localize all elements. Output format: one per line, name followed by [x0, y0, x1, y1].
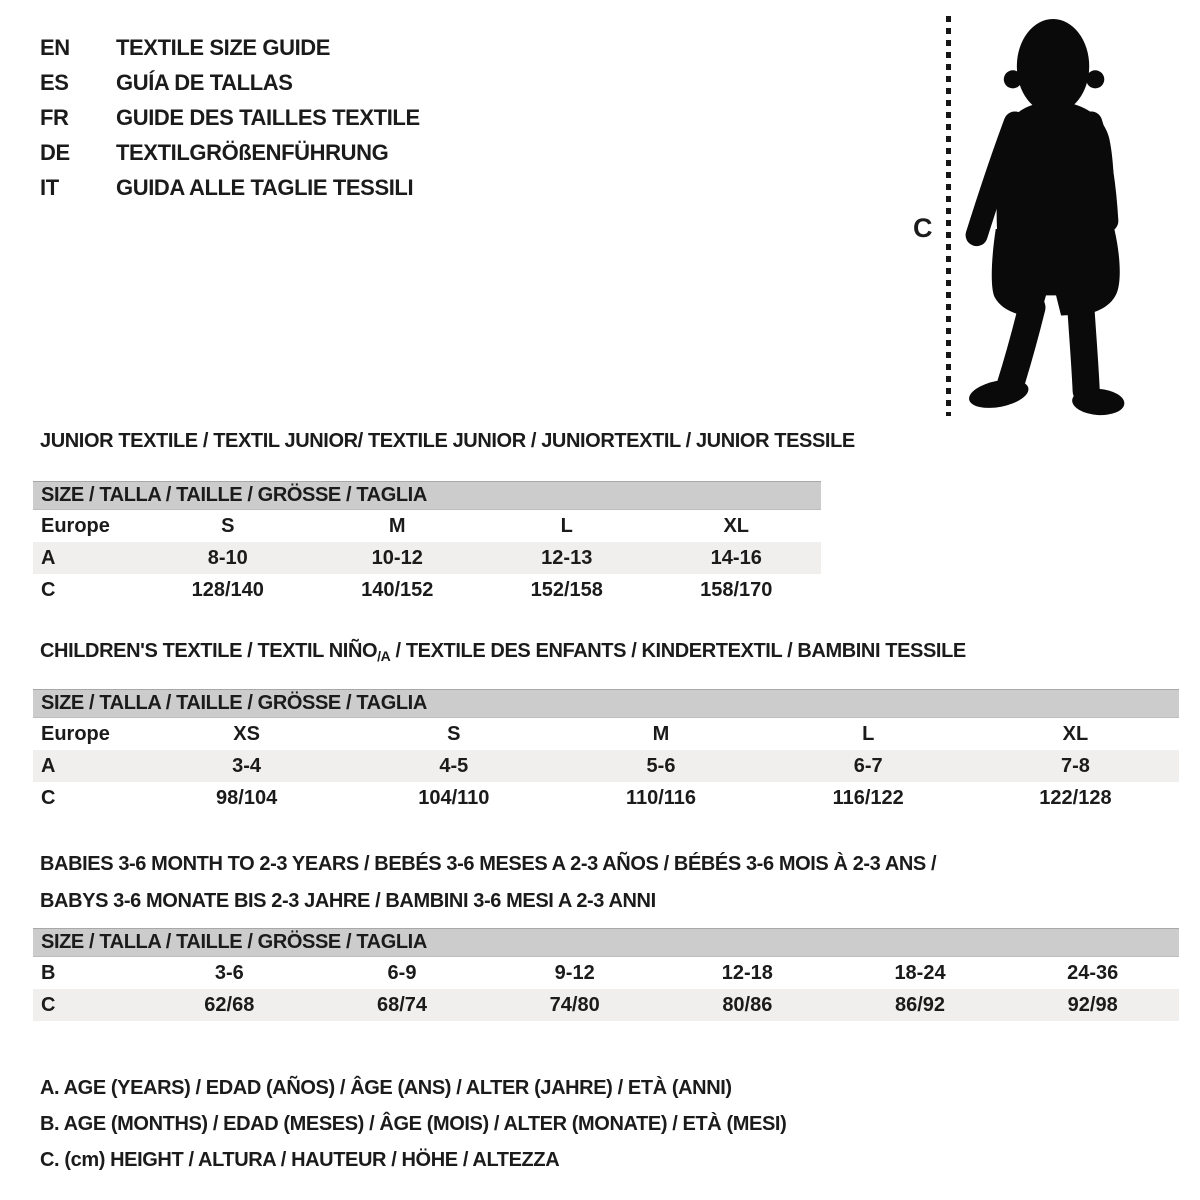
height-cell: 110/116	[625, 786, 697, 809]
size-cell: S	[221, 514, 235, 537]
row-label: B	[41, 961, 56, 984]
height-cell: 122/128	[1039, 786, 1112, 809]
guide-title-it: GUIDA ALLE TAGLIE TESSILI	[116, 174, 414, 200]
age-cell: 6-7	[853, 754, 883, 777]
children-size-table	[33, 689, 1179, 814]
table-row-months	[33, 957, 1179, 989]
height-dashed-line	[946, 16, 951, 416]
lang-code: FR	[40, 104, 69, 130]
lang-row-fr	[40, 100, 420, 135]
size-cell: XL	[723, 514, 750, 537]
table-row-height	[33, 782, 1179, 814]
lang-row-de	[40, 135, 420, 170]
age-cell: 7-8	[1060, 754, 1090, 777]
babies-title-line1: BABIES 3-6 MONTH TO 2-3 YEARS / BEBÉS 3-6 MESES A 2-3 AÑOS / BÉBÉS 3-6 MOIS À 2-3 ANS /	[40, 853, 937, 875]
toddler-silhouette-icon	[962, 16, 1134, 418]
height-cell: 62/68	[204, 993, 255, 1016]
height-cell: 80/86	[722, 993, 773, 1016]
age-cell: 14-16	[710, 546, 762, 569]
height-cell: 104/110	[418, 786, 490, 809]
row-label: C	[41, 578, 56, 601]
row-label: C	[41, 993, 56, 1016]
height-cell: 74/80	[549, 993, 600, 1016]
table-row-age	[33, 750, 1179, 782]
lang-row-it	[40, 170, 420, 205]
months-cell: 12-18	[721, 961, 773, 984]
table-row-height	[33, 989, 1179, 1021]
age-cell: 3-4	[232, 754, 262, 777]
guide-title-es: GUÍA DE TALLAS	[116, 69, 293, 95]
row-label: A	[41, 754, 56, 777]
junior-table-title: JUNIOR TEXTILE / TEXTIL JUNIOR/ TEXTILE JUNIOR / JUNIORTEXTIL / JUNIOR TESSILE	[40, 430, 855, 452]
height-cell: 116/122	[832, 786, 904, 809]
age-cell: 4-5	[439, 754, 469, 777]
size-header-bar	[33, 928, 1179, 957]
children-title-sub: /A	[377, 648, 391, 664]
height-cell: 92/98	[1067, 993, 1118, 1016]
babies-table-title	[40, 846, 936, 920]
lang-code: EN	[40, 34, 70, 60]
junior-size-table	[33, 481, 821, 606]
height-measure-label: C	[913, 213, 933, 243]
table-row-europe	[33, 510, 821, 542]
language-header	[40, 30, 420, 205]
height-cell: 140/152	[361, 578, 434, 601]
size-cell: L	[560, 514, 573, 537]
legend	[40, 1070, 786, 1178]
table-row-europe	[33, 718, 1179, 750]
legend-line-age-years: A. AGE (YEARS) / EDAD (AÑOS) / ÂGE (ANS) / ALTER (JAHRE) / ETÀ (ANNI)	[40, 1076, 732, 1099]
size-cell: L	[862, 722, 875, 745]
months-cell: 9-12	[554, 961, 595, 984]
table-row-age	[33, 542, 821, 574]
guide-title-de: TEXTILGRÖßENFÜHRUNG	[116, 139, 389, 165]
row-label: A	[41, 546, 56, 569]
size-header-bar	[33, 481, 821, 510]
size-header-label: SIZE / TALLA / TAILLE / GRÖSSE / TAGLIA	[41, 484, 427, 506]
height-cell: 86/92	[894, 993, 946, 1016]
children-table-title	[40, 640, 966, 664]
height-cell: 128/140	[191, 578, 264, 601]
lang-row-es	[40, 65, 420, 100]
row-label: Europe	[41, 722, 110, 745]
children-title-prefix: CHILDREN'S TEXTILE / TEXTIL NIÑO	[40, 640, 378, 662]
guide-title-en: TEXTILE SIZE GUIDE	[116, 34, 331, 60]
months-cell: 24-36	[1067, 961, 1119, 984]
babies-size-table	[33, 928, 1179, 1021]
size-cell: M	[652, 722, 670, 745]
size-header-bar	[33, 689, 1179, 718]
months-cell: 3-6	[214, 961, 244, 984]
height-cell: 158/170	[700, 578, 773, 601]
age-cell: 12-13	[541, 546, 593, 569]
lang-code: ES	[40, 69, 69, 95]
size-cell: XS	[233, 722, 260, 745]
months-cell: 18-24	[894, 961, 946, 984]
lang-code: DE	[40, 139, 70, 165]
height-cell: 68/74	[376, 993, 428, 1016]
guide-title-fr: GUIDE DES TAILLES TEXTILE	[116, 104, 420, 130]
size-header-label: SIZE / TALLA / TAILLE / GRÖSSE / TAGLIA	[41, 931, 427, 953]
row-label: Europe	[41, 514, 110, 537]
row-label: C	[41, 786, 56, 809]
months-cell: 6-9	[387, 961, 417, 984]
height-cell: 152/158	[530, 578, 603, 601]
lang-row-en	[40, 30, 420, 65]
size-header-label: SIZE / TALLA / TAILLE / GRÖSSE / TAGLIA	[41, 692, 427, 714]
table-row-height	[33, 574, 821, 606]
age-cell: 8-10	[207, 546, 248, 569]
size-cell: M	[388, 514, 406, 537]
legend-line-age-months: B. AGE (MONTHS) / EDAD (MESES) / ÂGE (MOIS) / ALTER (MONATE) / ETÀ (MESI)	[40, 1112, 787, 1135]
age-cell: 5-6	[646, 754, 676, 777]
size-cell: XL	[1062, 722, 1089, 745]
height-cell: 98/104	[216, 786, 278, 809]
children-title-suffix: / TEXTILE DES ENFANTS / KINDERTEXTIL / BAMBINI TESSILE	[390, 640, 966, 662]
lang-code: IT	[40, 174, 59, 200]
babies-title-line2: BABYS 3-6 MONATE BIS 2-3 JAHRE / BAMBINI 3-6 MESI A 2-3 ANNI	[40, 890, 656, 912]
age-cell: 10-12	[371, 546, 423, 569]
legend-line-height: C. (cm) HEIGHT / ALTURA / HAUTEUR / HÖHE / ALTEZZA	[40, 1148, 560, 1171]
size-cell: S	[447, 722, 461, 745]
